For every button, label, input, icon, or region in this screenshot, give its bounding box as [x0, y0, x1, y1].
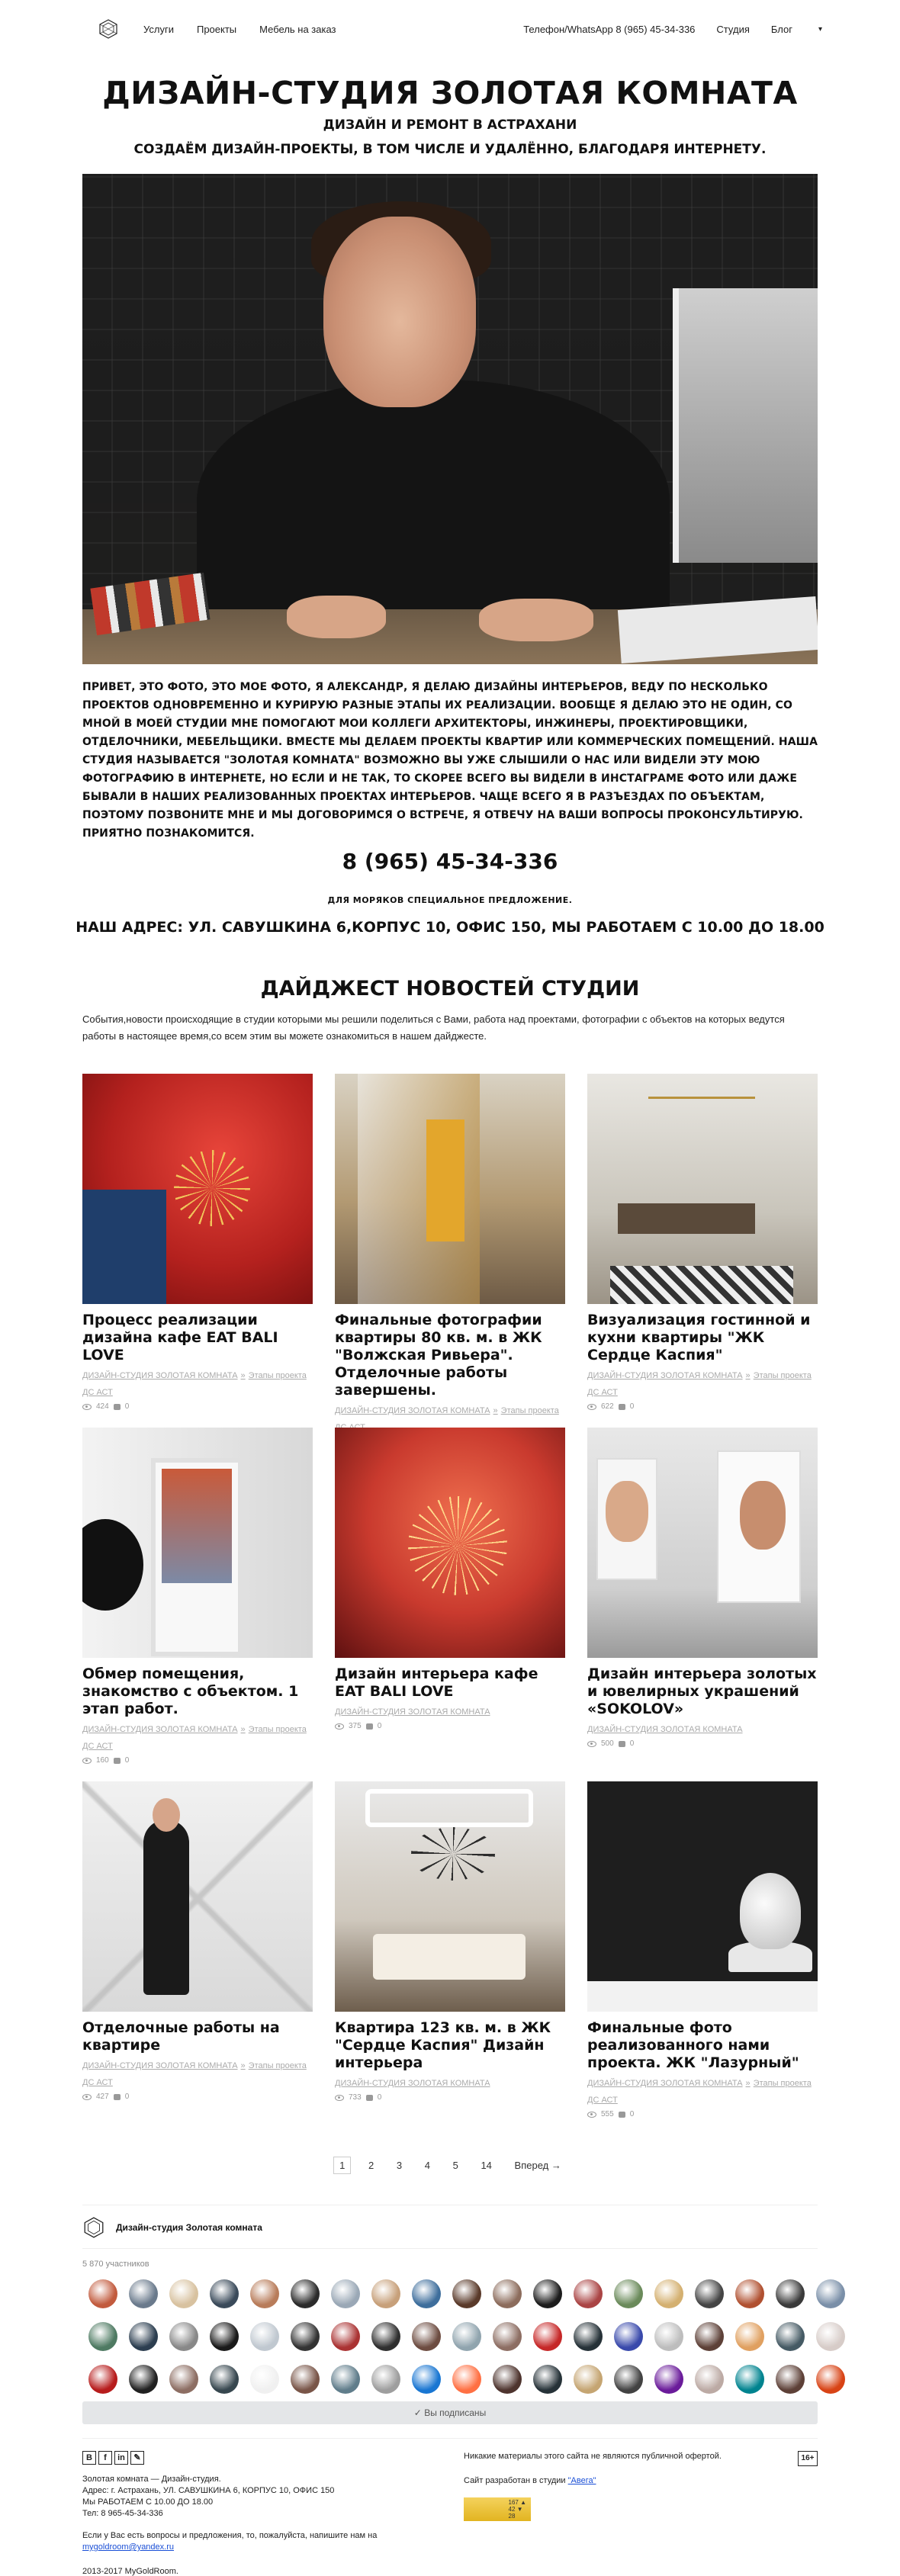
member-avatar[interactable]: [735, 2322, 764, 2351]
footer-ask: Если у Вас есть вопросы и предложения, то, пожалуйста, напишите нам на: [82, 2531, 378, 2540]
footer-contacts: [82, 2451, 464, 2553]
post-stats: [82, 1756, 313, 1765]
member-avatar[interactable]: [250, 2322, 279, 2351]
views-count: 622: [601, 1402, 614, 1411]
logo-icon[interactable]: [98, 18, 119, 40]
members-count: 5 870 участников: [82, 2260, 149, 2269]
member-avatar[interactable]: [735, 2279, 764, 2308]
pagination: [0, 2157, 900, 2174]
post-category[interactable]: Этапы проекта ДС АСТ: [82, 2061, 307, 2087]
counter-line: 28: [508, 2513, 516, 2520]
comments-count: 0: [124, 1756, 130, 1765]
views-count: 427: [96, 2093, 109, 2101]
blog-icon[interactable]: ✎: [130, 2451, 144, 2465]
footer: [82, 2438, 818, 2553]
member-avatar[interactable]: [654, 2365, 683, 2394]
member-avatar[interactable]: [776, 2322, 805, 2351]
member-avatar[interactable]: [88, 2279, 117, 2308]
community-widget: [82, 2205, 818, 2424]
member-avatar[interactable]: [533, 2365, 562, 2394]
post-thumbnail[interactable]: [335, 1074, 565, 1304]
post-title[interactable]: Дизайн интерьера кафе EAT BALI LOVE: [335, 1665, 538, 1700]
post-category[interactable]: Этапы проекта ДС АСТ: [82, 1725, 307, 1751]
member-avatar[interactable]: [129, 2365, 158, 2394]
footer-dev: [464, 2475, 818, 2487]
member-avatar[interactable]: [169, 2279, 198, 2308]
digest-description: События,новости происходящие в студии которыми мы решили поделиться с Вами, работа над проектами, фотографии с объектов на которых ведутся работы в настоящее время,со всем этим вы можете ознакомиться в нашем дайджесте.: [82, 1013, 785, 1042]
member-avatar[interactable]: [210, 2279, 239, 2308]
top-nav: [0, 0, 900, 58]
special-offer: ДЛЯ МОРЯКОВ СПЕЦИАЛЬНОЕ ПРЕДЛОЖЕНИЕ.: [327, 895, 573, 905]
member-avatar[interactable]: [129, 2322, 158, 2351]
eye-icon: [587, 1404, 596, 1410]
post-thumbnail[interactable]: [335, 1428, 565, 1658]
post-author[interactable]: ДИЗАЙН-СТУДИЯ ЗОЛОТАЯ КОМНАТА: [335, 1406, 490, 1415]
age-rating-badge: 16+: [798, 2451, 818, 2466]
menu-item-studio[interactable]: Студия: [716, 23, 750, 35]
check-icon: ✓: [413, 2407, 425, 2418]
member-avatar[interactable]: [614, 2279, 643, 2308]
member-avatar[interactable]: [493, 2279, 522, 2308]
comment-icon: [114, 1404, 121, 1410]
post-stats: [335, 1722, 565, 1730]
page-title: ДИЗАЙН-СТУДИЯ ЗОЛОТАЯ КОМНАТА: [102, 75, 798, 111]
post-card: [587, 1074, 818, 1428]
views-count: 424: [96, 1402, 109, 1411]
post-card: [82, 1781, 313, 2135]
member-avatar[interactable]: [412, 2365, 441, 2394]
linkedin-icon[interactable]: in: [114, 2451, 128, 2465]
member-avatar[interactable]: [735, 2365, 764, 2394]
member-avatar[interactable]: [291, 2365, 320, 2394]
comments-count: 0: [629, 2110, 635, 2118]
member-avatar[interactable]: [129, 2279, 158, 2308]
menu-item-projects[interactable]: Проекты: [196, 23, 237, 35]
member-avatar[interactable]: [169, 2365, 198, 2394]
post-stats: [335, 2093, 565, 2102]
post-thumbnail[interactable]: [587, 1781, 818, 2012]
member-avatar[interactable]: [816, 2279, 845, 2308]
post-thumbnail[interactable]: [587, 1428, 818, 1658]
hero-tagline: СОЗДАЁМ ДИЗАЙН-ПРОЕКТЫ, В ТОМ ЧИСЛЕ И УДАЛЁННО, БЛАГОДАРЯ ИНТЕРНЕТУ.: [133, 142, 767, 157]
post-title[interactable]: Финальные фотографии квартиры 80 кв. м. в ЖК "Волжская Ривьера". Отделочные работы завершены.: [335, 1312, 542, 1399]
post-stats: [587, 2110, 818, 2118]
post-category[interactable]: Этапы проекта ДС АСТ: [82, 1371, 307, 1397]
post-author[interactable]: ДИЗАЙН-СТУДИЯ ЗОЛОТАЯ КОМНАТА: [82, 2061, 238, 2070]
eye-icon: [82, 1758, 92, 1764]
member-avatar[interactable]: [695, 2365, 724, 2394]
hero-photo: [82, 174, 818, 664]
member-avatar[interactable]: [452, 2322, 481, 2351]
comments-count: 0: [377, 2093, 382, 2102]
eye-icon: [82, 1404, 92, 1410]
post-category[interactable]: Этапы проекта: [500, 1406, 559, 1415]
comments-count: 0: [124, 1402, 130, 1411]
member-avatar[interactable]: [331, 2279, 360, 2308]
post-author[interactable]: ДИЗАЙН-СТУДИЯ ЗОЛОТАЯ КОМНАТА: [82, 1725, 238, 1734]
post-author[interactable]: ДИЗАЙН-СТУДИЯ ЗОЛОТАЯ КОМНАТА: [82, 1371, 238, 1380]
post-title[interactable]: Финальные фото реализованного нами проекта. ЖК "Лазурный": [587, 2019, 799, 2071]
member-avatar[interactable]: [210, 2365, 239, 2394]
hero-subtitle: ДИЗАЙН И РЕМОНТ В АСТРАХАНИ: [323, 117, 577, 133]
comments-count: 0: [124, 2093, 130, 2101]
post-card: [335, 1781, 565, 2135]
nav-right: [523, 24, 822, 35]
views-count: 500: [601, 1739, 614, 1748]
member-avatar[interactable]: [816, 2322, 845, 2351]
visit-counter[interactable]: [464, 2497, 531, 2521]
member-avatar[interactable]: [371, 2322, 400, 2351]
post-title[interactable]: Обмер помещения, знакомство с объектом. 1 этап работ.: [82, 1665, 299, 1717]
vk-icon[interactable]: В: [82, 2451, 96, 2465]
member-avatar[interactable]: [574, 2365, 603, 2394]
footer-dev-link[interactable]: "Авега": [567, 2476, 596, 2485]
member-avatar[interactable]: [371, 2365, 400, 2394]
post-thumbnail[interactable]: [82, 1781, 313, 2012]
member-avatar[interactable]: [331, 2365, 360, 2394]
footer-hours: Мы РАБОТАЕМ С 10.00 ДО 18.00: [82, 2497, 214, 2507]
views-count: 375: [349, 1722, 362, 1730]
views-count: 555: [601, 2110, 614, 2118]
member-avatar[interactable]: [169, 2322, 198, 2351]
post-author[interactable]: ДИЗАЙН-СТУДИЯ ЗОЛОТАЯ КОМНАТА: [587, 1725, 743, 1734]
hero: [0, 73, 900, 157]
post-grid: [82, 1074, 818, 2135]
community-name[interactable]: Дизайн-студия Золотая комната: [116, 2222, 262, 2233]
page-link[interactable]: 4: [424, 2160, 430, 2171]
post-meta: ДИЗАЙН-СТУДИЯ ЗОЛОТАЯ КОМНАТА » Этапы проекта ДС АСТ: [587, 1371, 812, 1397]
community-header: [82, 2211, 818, 2249]
footer-email-link[interactable]: mygoldroom@yandex.ru: [82, 2542, 174, 2552]
post-stats: [82, 1402, 313, 1411]
post-card: [587, 1781, 818, 2135]
page-link[interactable]: 5: [452, 2160, 458, 2171]
post-category[interactable]: Этапы проекта ДС АСТ: [587, 2079, 812, 2105]
post-stats: [82, 2093, 313, 2101]
intro-text: ПРИВЕТ, ЭТО ФОТО, ЭТО МОЕ ФОТО, Я АЛЕКСАНДР, Я ДЕЛАЮ ДИЗАЙНЫ ИНТЕРЬЕРОВ, ВЕДУ ПО НЕСКОЛЬКО ПРОЕКТОВ ОДНОВРЕМЕННО И КУРИРУЮ РАЗНЫЕ ЭТАПЫ ИХ РЕАЛИЗАЦИИ. ВООБЩЕ Я ДЕЛАЮ ЭТО НЕ ОДИН, СО МНОЙ В МОЕЙ СТУДИИ МНЕ ПОМОГАЮТ МОИ КОЛЛЕГИ АРХИТЕКТОРЫ, ИНЖИНЕРЫ, ПРОЕКТИРОВЩИКИ, ОТДЕЛОЧНИКИ, МЕБЕЛЬЩИКИ. ВМЕСТЕ МЫ ДЕЛАЕМ ПРОЕКТЫ КВАРТИР ИЛИ КОММЕРЧЕСКИХ ПОМЕЩЕНИЙ. НАША СТУДИЯ НАЗЫВАЕТСЯ "ЗОЛОТАЯ КОМНАТА" ВОЗМОЖНО ВЫ УЖЕ СЛЫШИЛИ О НАС ИЛИ ВИДЕЛИ ЭТУ МОЮ ФОТОГРАФИЮ В ИНТЕРНЕТЕ, НО ЕСЛИ И НЕ ТАК, ТО СКОРЕЕ ВСЕГО ВЫ ВИДЕЛИ В ИНСТАГРАМЕ ФОТО ИЛИ ДАЖЕ БЫВАЛИ В НАШИХ РЕАЛИЗОВАННЫХ ПРОЕКТАХ ИНТЕРЬЕРОВ. ЧАЩЕ ВСЕГО Я В РАЗЪЕЗДАХ ПО ОБЪЕКТАМ, ПОЭТОМУ ПОЗВОНИТЕ МНЕ И МЫ ДОГОВОРИМСЯ О ВСТРЕЧЕ, Я ОТВЕЧУ НА ВАШИ ВОПРОСЫ ПРОКОНСУЛЬТИРУЮ. ПРИЯТНО ПОЗНАКОМИТСЯ.: [82, 681, 818, 840]
member-avatars: [82, 2279, 818, 2394]
post-meta: [335, 2075, 565, 2092]
post-title[interactable]: Визуализация гостинной и кухни квартиры "ЖК Сердце Каспия": [587, 1312, 811, 1363]
post-stats: [587, 1739, 818, 1748]
post-meta: ДИЗАЙН-СТУДИЯ ЗОЛОТАЯ КОМНАТА » Этапы проекта ДС АСТ: [82, 1371, 307, 1397]
post-title[interactable]: Отделочные работы на квартире: [82, 2019, 280, 2054]
member-avatar[interactable]: [776, 2279, 805, 2308]
post-meta: ДИЗАЙН-СТУДИЯ ЗОЛОТАЯ КОМНАТА » Этапы проекта ДС АСТ: [82, 1725, 307, 1751]
member-avatar[interactable]: [371, 2279, 400, 2308]
member-avatar[interactable]: [574, 2279, 603, 2308]
post-stats: [587, 1402, 818, 1411]
page-link[interactable]: 2: [368, 2160, 374, 2171]
member-avatar[interactable]: [654, 2322, 683, 2351]
member-avatar[interactable]: [776, 2365, 805, 2394]
eye-icon: [82, 2094, 92, 2100]
post-title[interactable]: Дизайн интерьера золотых и ювелирных украшений «SOKOLOV»: [587, 1665, 817, 1717]
post-category[interactable]: Этапы проекта ДС АСТ: [587, 1371, 812, 1397]
member-avatar[interactable]: [452, 2365, 481, 2394]
post-thumbnail[interactable]: [587, 1074, 818, 1304]
comment-icon: [366, 2095, 373, 2101]
member-avatar[interactable]: [654, 2279, 683, 2308]
comment-icon: [619, 1404, 625, 1410]
phone-number[interactable]: 8 (965) 45-34-336: [342, 849, 558, 874]
eye-icon: [587, 1741, 596, 1747]
member-avatar[interactable]: [291, 2279, 320, 2308]
post-meta: ДИЗАЙН-СТУДИЯ ЗОЛОТАЯ КОМНАТА » Этапы проекта: [335, 1402, 565, 1436]
post-thumbnail[interactable]: [335, 1781, 565, 2012]
views-count: 733: [349, 2093, 362, 2102]
eye-icon: [335, 1723, 344, 1730]
menu-item-blog[interactable]: Блог: [770, 23, 792, 35]
comments-count: 0: [629, 1739, 635, 1748]
footer-address: Адрес: г. Астрахань, УЛ. САВУШКИНА 6, КОРПУС 10, ОФИС 150: [82, 2486, 335, 2495]
contact-phone-link[interactable]: Телефон/WhatsApp 8 (965) 45-34-336: [523, 23, 696, 35]
menu-item-services[interactable]: Услуги: [143, 23, 174, 35]
member-avatar[interactable]: [250, 2365, 279, 2394]
footer-info: [464, 2451, 818, 2553]
studio-address: НАШ АДРЕС: УЛ. САВУШКИНА 6,КОРПУС 10, ОФИС 150, МЫ РАБОТАЕМ С 10.00 ДО 18.00: [76, 919, 824, 936]
member-avatar[interactable]: [493, 2322, 522, 2351]
member-avatar[interactable]: [412, 2322, 441, 2351]
member-avatar[interactable]: [452, 2279, 481, 2308]
member-avatar[interactable]: [533, 2322, 562, 2351]
comment-icon: [366, 1723, 373, 1730]
member-avatar[interactable]: [331, 2322, 360, 2351]
member-avatar[interactable]: [574, 2322, 603, 2351]
subscribed-button[interactable]: [82, 2401, 818, 2424]
footer-offer-note: Никакие материалы этого сайта не являются публичной офертой.: [464, 2452, 722, 2461]
post-title[interactable]: Процесс реализации дизайна кафе EAT BALI LOVE: [82, 1312, 278, 1363]
main-menu: [143, 24, 336, 35]
comments-count: 0: [377, 1722, 382, 1730]
post-author[interactable]: ДИЗАЙН-СТУДИЯ ЗОЛОТАЯ КОМНАТА: [587, 2079, 743, 2088]
footer-company: Золотая комната — Дизайн-студия.: [82, 2475, 221, 2484]
post-meta: ДИЗАЙН-СТУДИЯ ЗОЛОТАЯ КОМНАТА » Этапы проекта ДС АСТ: [587, 2079, 812, 2105]
digest-section: [82, 977, 818, 1045]
footer-tel: Тел: 8 965-45-34-336: [82, 2509, 163, 2518]
post-author[interactable]: ДИЗАЙН-СТУДИЯ ЗОЛОТАЯ КОМНАТА: [587, 1371, 743, 1380]
post-title[interactable]: Квартира 123 кв. м. в ЖК "Сердце Каспия" Дизайн интерьера: [335, 2019, 551, 2071]
views-count: 160: [96, 1756, 109, 1765]
social-links: [82, 2451, 464, 2465]
page-link[interactable]: 3: [396, 2160, 403, 2171]
member-avatar[interactable]: [614, 2365, 643, 2394]
member-avatar[interactable]: [88, 2365, 117, 2394]
post-meta: [335, 1704, 565, 1720]
member-avatar[interactable]: [533, 2279, 562, 2308]
eye-icon: [335, 2095, 344, 2101]
counter-line: 167 ▲: [508, 2499, 526, 2506]
page-link-current[interactable]: 1: [333, 2157, 351, 2174]
community-logo-icon[interactable]: [82, 2216, 105, 2239]
member-avatar[interactable]: [816, 2365, 845, 2394]
post-card: [587, 1428, 818, 1781]
member-avatar[interactable]: [614, 2322, 643, 2351]
comment-icon: [619, 1741, 625, 1747]
post-card: [82, 1074, 313, 1428]
post-meta: [587, 1721, 818, 1738]
next-page-link[interactable]: Вперед →: [514, 2160, 561, 2171]
counter-line: 42 ▼: [508, 2506, 523, 2513]
member-avatar[interactable]: [250, 2279, 279, 2308]
member-avatar[interactable]: [493, 2365, 522, 2394]
page-link[interactable]: 14: [481, 2160, 492, 2171]
member-avatar[interactable]: [88, 2322, 117, 2351]
digest-title: ДАЙДЖЕСТ НОВОСТЕЙ СТУДИИ: [260, 977, 640, 1001]
member-avatar[interactable]: [695, 2322, 724, 2351]
post-author[interactable]: ДИЗАЙН-СТУДИЯ ЗОЛОТАЯ КОМНАТА: [335, 2079, 490, 2088]
comment-icon: [619, 2112, 625, 2118]
post-card: [335, 1428, 565, 1781]
subscribed-label: Вы подписаны: [424, 2407, 487, 2418]
post-author[interactable]: ДИЗАЙН-СТУДИЯ ЗОЛОТАЯ КОМНАТА: [335, 1707, 490, 1717]
copyright: 2013-2017 MyGoldRoom.: [82, 2567, 178, 2576]
comment-icon: [114, 2094, 121, 2100]
comments-count: 0: [629, 1402, 635, 1411]
facebook-icon[interactable]: f: [98, 2451, 112, 2465]
eye-icon: [587, 2112, 596, 2118]
post-card: [82, 1428, 313, 1781]
footer-dev-label: Сайт разработан в студии: [464, 2476, 566, 2485]
chevron-down-icon[interactable]: ▾: [818, 24, 822, 34]
member-avatar[interactable]: [291, 2322, 320, 2351]
member-avatar[interactable]: [695, 2279, 724, 2308]
member-avatar[interactable]: [412, 2279, 441, 2308]
post-meta: ДИЗАЙН-СТУДИЯ ЗОЛОТАЯ КОМНАТА » Этапы проекта ДС АСТ: [82, 2061, 307, 2087]
post-card: [335, 1074, 565, 1428]
menu-item-furniture[interactable]: Мебель на заказ: [259, 23, 336, 35]
comment-icon: [114, 1758, 121, 1764]
member-avatar[interactable]: [210, 2322, 239, 2351]
post-thumbnail[interactable]: [82, 1428, 313, 1658]
post-thumbnail[interactable]: [82, 1074, 313, 1304]
